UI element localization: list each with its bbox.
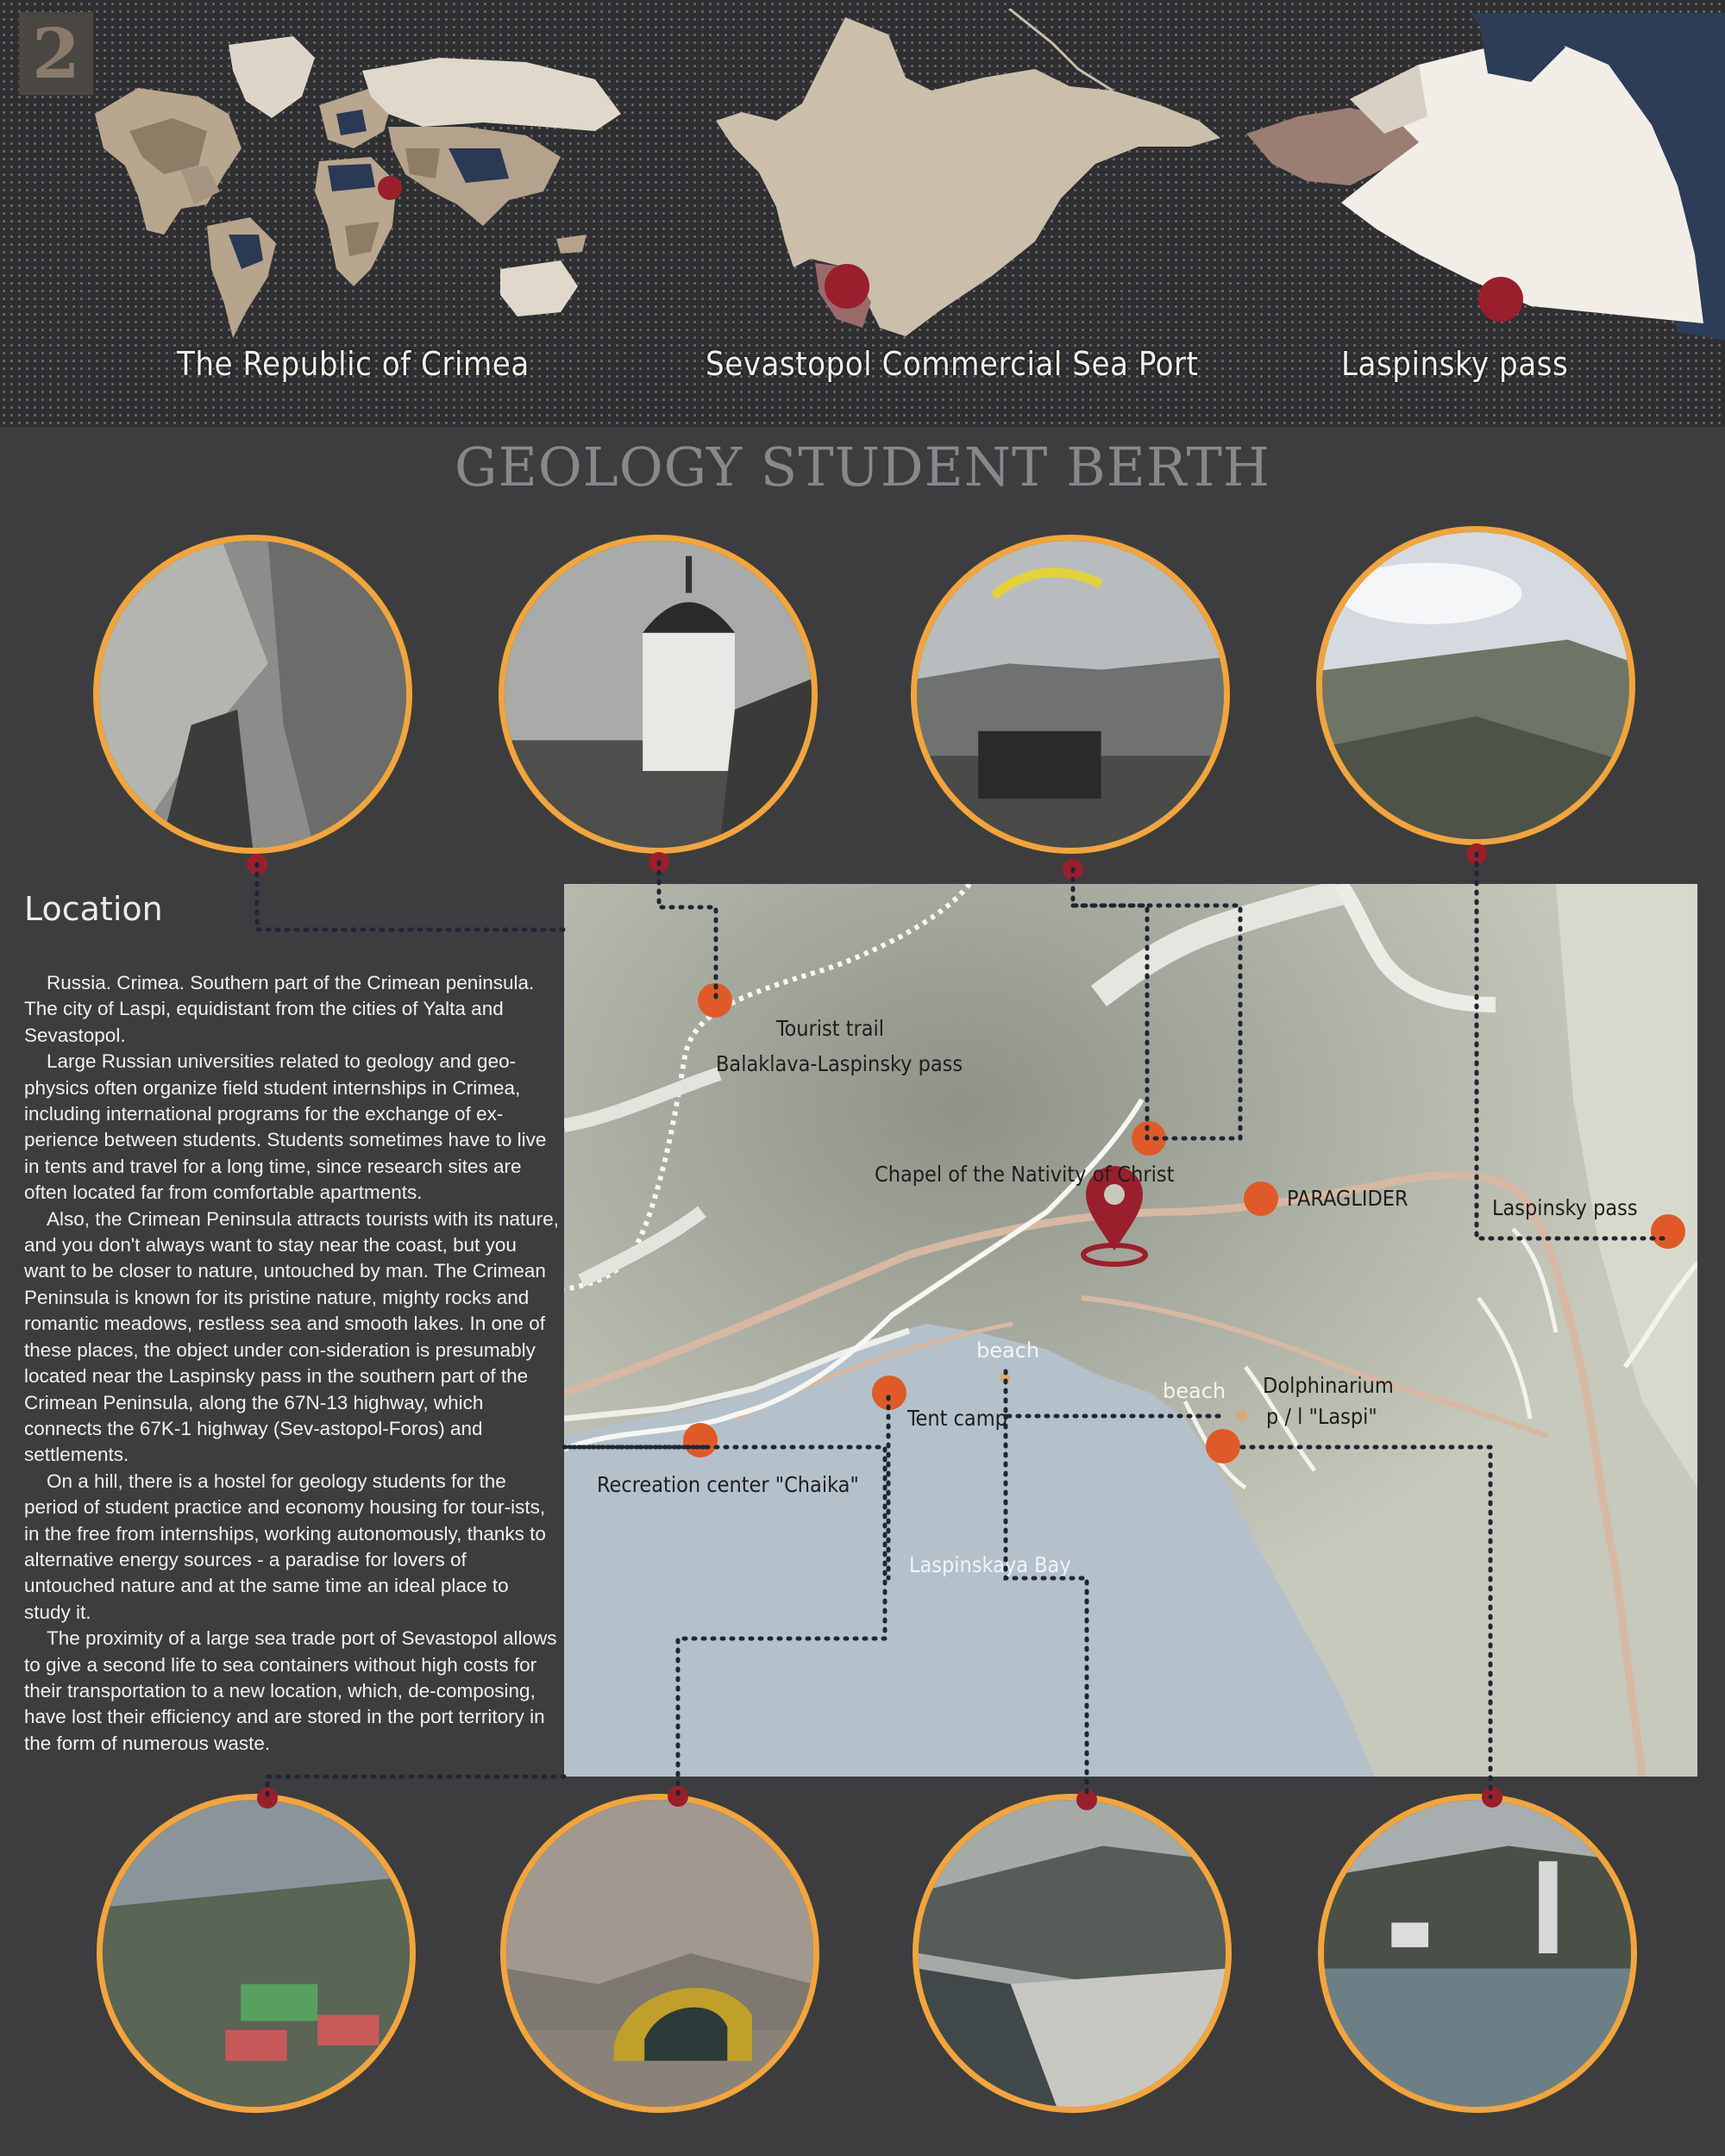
label-dolphinarium-2: p / l "Laspi"	[1266, 1404, 1377, 1429]
poi-tourist-trail	[698, 983, 732, 1018]
photo-tent-camp	[500, 1794, 819, 2113]
photo-pin-3	[1063, 859, 1083, 880]
page-title: GEOLOGY STUDENT BERTH	[455, 436, 1270, 498]
label-dolphinarium-1: Dolphinarium	[1263, 1373, 1394, 1398]
label-chapel: Chapel of the Nativity of Christ	[875, 1162, 1175, 1187]
caption-world: The Republic of Crimea	[177, 345, 530, 383]
label-laspinsky-pass: Laspinsky pass	[1492, 1195, 1638, 1220]
map-terrain	[564, 884, 1697, 1777]
label-paraglider: PARAGLIDER	[1287, 1186, 1408, 1211]
photo-tourist-trail	[93, 535, 412, 854]
photo-laspinsky-pass	[1316, 526, 1635, 845]
poi-laspinsky-pass	[1651, 1214, 1685, 1249]
photo-paraglider	[911, 535, 1230, 854]
caption-crimea: Sevastopol Commercial Sea Port	[706, 345, 1199, 383]
location-paragraph: Russia. Crimea. Southern part of the Crimean peninsula. The city of Laspi, equidistant from the cities of Yalta and Sevastopol.	[24, 972, 535, 1046]
location-paragraph: Large Russian universities related to geology and geo-physics often organize field student internships in Crimea, including international programs for the exchange of ex-perience between students. Students sometimes have to live in tents and travel for a long time, since research sites are often located far from comfortable apartments.	[24, 1050, 547, 1204]
beach-dot-2	[1237, 1410, 1247, 1420]
photo-pin-5	[257, 1788, 278, 1808]
photo-chapel	[499, 535, 818, 854]
district-map	[1246, 13, 1725, 349]
label-beach-1: beach	[976, 1338, 1040, 1363]
photo-pin-8	[1482, 1787, 1502, 1808]
photo-pin-1	[247, 854, 267, 874]
location-text	[24, 970, 559, 1757]
poi-dolphinarium	[1206, 1429, 1240, 1463]
label-chaika: Recreation center "Chaika"	[597, 1472, 859, 1497]
world-map	[78, 19, 630, 347]
label-tourist-trail-2: Balaklava-Laspinsky pass	[716, 1051, 963, 1076]
location-paragraph: Also, the Crimean Peninsula attracts tourists with its nature, and you don't always want to stay near the coast, but you want to be closer to nature, untouched by man. The Crimean Peninsula is known for its pristine nature, mighty rocks and romantic meadows, restless sea and smooth lakes. In one of these places, the object under con-sideration is presumably located near the Laspinsky pass in the southern part of the Crimean Peninsula, along the 67N-13 highway, which connects the 67K-1 highway (Sev-astopol-Foros) and settlements.	[24, 1207, 560, 1466]
label-laspinskaya-bay: Laspinskaya Bay	[909, 1552, 1071, 1577]
poi-paraglider	[1244, 1181, 1278, 1216]
crimea-map	[707, 9, 1225, 345]
photo-pin-4	[1466, 843, 1487, 864]
photo-dolphinarium	[1318, 1794, 1637, 2113]
location-paragraph: On a hill, there is a hostel for geology students for the period of student practice and economy housing for tour-ists, in the free from internships, working autonomously, thanks to alternative energy sources - a paradise for lovers of untouched nature and at the same time an ideal place to study it.	[24, 1470, 546, 1623]
beach-dot-1	[1000, 1373, 1010, 1383]
photo-pin-2	[649, 852, 669, 873]
poi-chapel	[1132, 1121, 1166, 1156]
label-tent-camp: Tent camp	[907, 1406, 1007, 1431]
caption-district: Laspinsky pass	[1341, 345, 1569, 383]
photo-pin-7	[1076, 1789, 1097, 1810]
photo-beach	[913, 1794, 1232, 2113]
page-number: 2	[19, 12, 93, 95]
label-beach-2: beach	[1163, 1379, 1226, 1403]
photo-recreation-center	[97, 1794, 416, 2113]
label-tourist-trail-1: Tourist trail	[776, 1016, 884, 1041]
location-paragraph: The proximity of a large sea trade port of Sevastopol allows to give a second life to sea containers without high costs for their transportation to a new location, which, de-composing, have lost their efficiency and are stored in the port territory in the form of numerous waste.	[24, 1627, 557, 1754]
location-heading: Location	[24, 890, 163, 928]
photo-pin-6	[668, 1786, 688, 1807]
poi-chaika	[683, 1423, 718, 1457]
poi-tent-camp	[872, 1376, 906, 1410]
site-map	[564, 884, 1697, 1777]
